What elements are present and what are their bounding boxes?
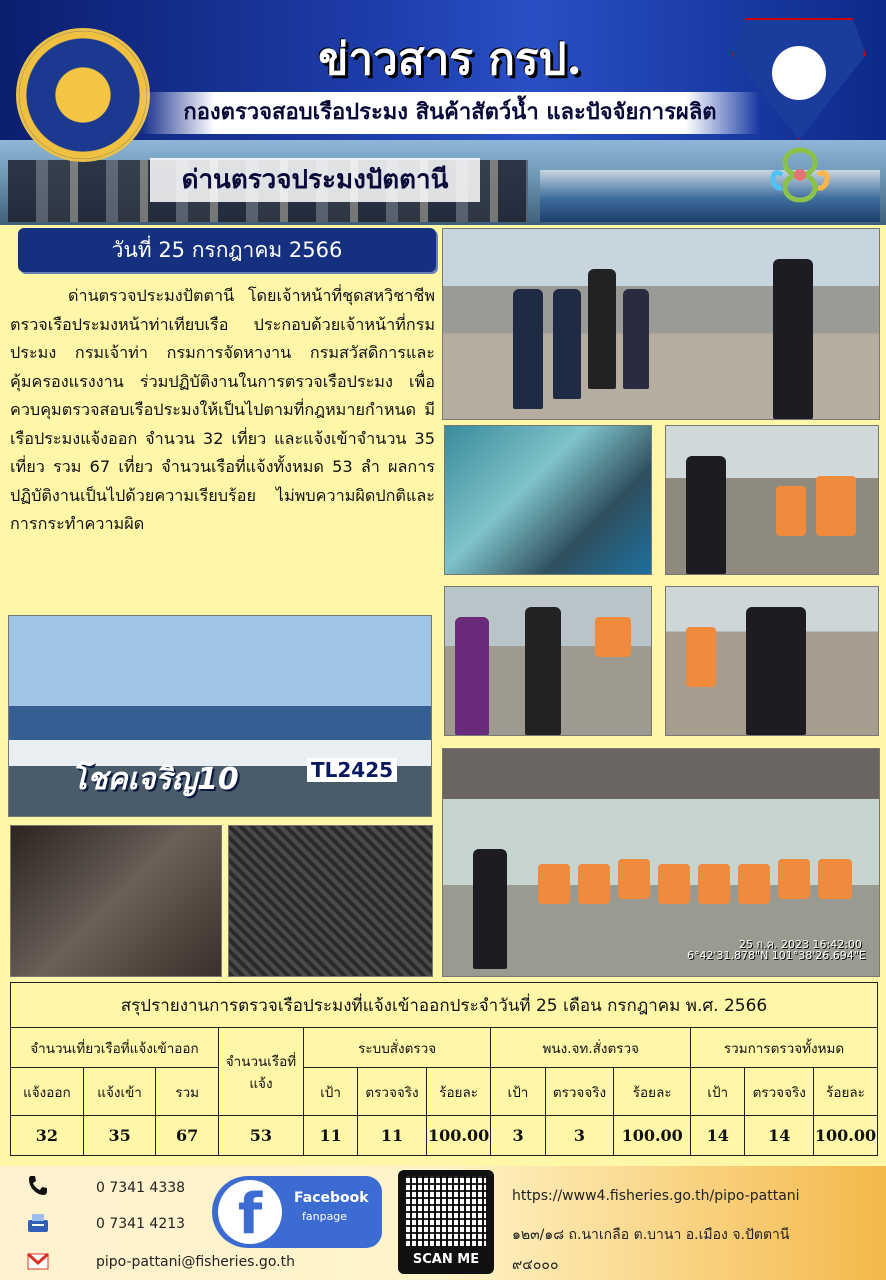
email-address[interactable]: pipo-pattani@fisheries.go.th — [96, 1254, 295, 1270]
col-officer-actual: ตรวจจริง — [545, 1068, 614, 1116]
officer-figure — [525, 607, 561, 735]
table-row — [11, 1116, 878, 1156]
crew-life-vest — [698, 864, 730, 904]
badge-emblem-icon — [772, 46, 826, 100]
value-system-actual: 11 — [358, 1116, 427, 1156]
col-total-actual: ตรวจจริง — [745, 1068, 814, 1116]
crew-life-vest — [618, 859, 650, 899]
value-notified-in: 35 — [83, 1116, 156, 1156]
facebook-sub-label: fanpage — [302, 1210, 348, 1223]
photo-gps: 6°42'31.878"N 101°38'26.694"E — [687, 949, 866, 962]
value-officer-actual: 3 — [545, 1116, 614, 1156]
col-system-percent: ร้อยละ — [426, 1068, 491, 1116]
photo-boat-deck — [444, 425, 652, 575]
value-system-percent: 100.00 — [426, 1116, 491, 1156]
summary-table — [10, 982, 878, 1156]
col-notified-out: แจ้งออก — [11, 1068, 84, 1116]
header-officer-ordered: พนง.จท.สั่งตรวจ — [491, 1028, 691, 1068]
article-body: ด่านตรวจประมงปัตตานี โดยเจ้าหน้าที่ชุดสหวิชาชีพตรวจเรือประมงหน้าท่าเทียบเรือ ประกอบด้วยเจ้าหน้าที่กรมประมง กรมเจ้าท่า กรมการจัดหางาน กรมสวัสดิการและคุ้มครองแรงงาน ร่วมปฏิบัติงานในการตรวจเรือประมง เพื่อควบคุมตรวจสอบเรือประมงให้เป็นไปตามที่กฎหมายกำหนด มีเรือประมงแจ้งออก จำนวน 32 เที่ยว และแจ้งเข้าจำนวน 35 เที่ยว รวม 67 เที่ยว จำนวนเรือที่แจ้งทั้งหมด 53 ลำ ผลการปฏิบัติงานเป็นไปด้วยความเรียบร้อย ไม่พบความผิดปกติและการกระทำความผิด — [10, 286, 435, 533]
summary-title: สรุปรายงานการตรวจเรือประมงที่แจ้งเข้าออกประจำวันที่ 25 เดือน กรกฎาคม พ.ศ. 2566 — [11, 983, 878, 1028]
facebook-label: Facebook — [294, 1190, 369, 1206]
department-of-fisheries-seal-logo — [16, 28, 150, 162]
value-officer-target: 3 — [491, 1116, 545, 1156]
qr-code[interactable] — [398, 1170, 494, 1274]
crew-life-vest — [816, 476, 856, 536]
header-trips: จำนวนเที่ยวเรือที่แจ้งเข้าออก — [11, 1028, 219, 1068]
crew-life-vest — [778, 859, 810, 899]
crew-life-vest — [595, 617, 631, 657]
station-title: ด่านตรวจประมงปัตตานี — [150, 158, 480, 202]
crew-life-vest — [738, 864, 770, 904]
photo-officer-writing — [665, 586, 879, 736]
fax-icon — [26, 1212, 50, 1234]
header-system-ordered: ระบบสั่งตรวจ — [303, 1028, 490, 1068]
photo-catch-fish — [10, 825, 222, 977]
crew-life-vest — [578, 864, 610, 904]
newsletter-title: ข่าวสาร กรป. — [318, 34, 582, 85]
col-total: รวม — [156, 1068, 218, 1116]
col-total-percent: ร้อยละ — [814, 1068, 878, 1116]
header-total-inspection: รวมการตรวจทั้งหมด — [691, 1028, 878, 1068]
facebook-icon: f — [218, 1180, 282, 1244]
photo-crew-lineup — [442, 748, 880, 977]
value-officer-percent: 100.00 — [614, 1116, 691, 1156]
value-boats: 53 — [218, 1116, 303, 1156]
ribbon-logo-icon — [760, 140, 840, 210]
email-icon — [26, 1250, 50, 1272]
boat-name-text: โชคเจริญ10 — [71, 762, 239, 797]
officer-figure — [473, 849, 507, 969]
officer-figure — [686, 456, 726, 574]
crew-life-vest — [538, 864, 570, 904]
col-officer-target: เป้า — [491, 1068, 545, 1116]
boat-registration-text: TL2425 — [307, 758, 397, 782]
summary-table-section — [10, 982, 878, 1160]
photo-fishing-net — [228, 825, 433, 977]
crew-life-vest — [658, 864, 690, 904]
col-system-target: เป้า — [303, 1068, 357, 1116]
date-text: วันที่ 25 กรกฎาคม 2566 — [111, 238, 343, 262]
officer-figure — [455, 617, 489, 735]
photo-timestamp: 25 ก.ค. 2023 16:42:00 — [739, 938, 862, 951]
photo-document-check — [665, 425, 879, 575]
officer-figure — [623, 289, 649, 389]
col-system-actual: ตรวจจริง — [358, 1068, 427, 1116]
date-banner — [18, 228, 436, 272]
division-subtitle — [140, 92, 760, 134]
value-total-percent: 100.00 — [814, 1116, 878, 1156]
officer-figure — [513, 289, 543, 409]
fax-number: 0 7341 4213 — [96, 1216, 186, 1232]
col-notified-in: แจ้งเข้า — [83, 1068, 156, 1116]
officer-figure — [746, 607, 806, 735]
photo-officers-briefing — [442, 228, 880, 420]
crew-life-vest — [776, 486, 806, 536]
postal-code: ๙๔๐๐๐ — [512, 1257, 559, 1273]
phone-icon — [26, 1174, 50, 1196]
officer-figure — [553, 289, 581, 399]
facebook-fanpage-badge[interactable] — [212, 1176, 382, 1248]
crew-life-vest — [686, 627, 716, 687]
scan-me-label: SCAN ME — [412, 1252, 480, 1267]
division-subtitle-text: กองตรวจสอบเรือประมง สินค้าสัตว์น้ำ และปัจจัยการผลิต — [183, 100, 717, 125]
photo-fishing-boat — [8, 615, 432, 817]
phone-number: 0 7341 4338 — [96, 1180, 186, 1196]
value-total-target: 14 — [691, 1116, 745, 1156]
officer-figure — [773, 259, 813, 419]
value-system-target: 11 — [303, 1116, 357, 1156]
value-total-actual: 14 — [745, 1116, 814, 1156]
col-total-target: เป้า — [691, 1068, 745, 1116]
header-boats: จำนวนเรือที่แจ้ง — [218, 1028, 303, 1116]
website-url[interactable]: https://www4.fisheries.go.th/pipo-pattani — [512, 1188, 800, 1204]
qr-code-pattern — [406, 1176, 486, 1246]
col-officer-percent: ร้อยละ — [614, 1068, 691, 1116]
address-line: ๑๒๓/๑๘ ถ.นาเกลือ ต.บานา อ.เมือง จ.ปัตตานี — [512, 1227, 790, 1243]
crew-life-vest — [818, 859, 852, 899]
officer-figure — [588, 269, 616, 389]
value-total: 67 — [156, 1116, 218, 1156]
photo-crew-inspection — [444, 586, 652, 736]
value-notified-out: 32 — [11, 1116, 84, 1156]
